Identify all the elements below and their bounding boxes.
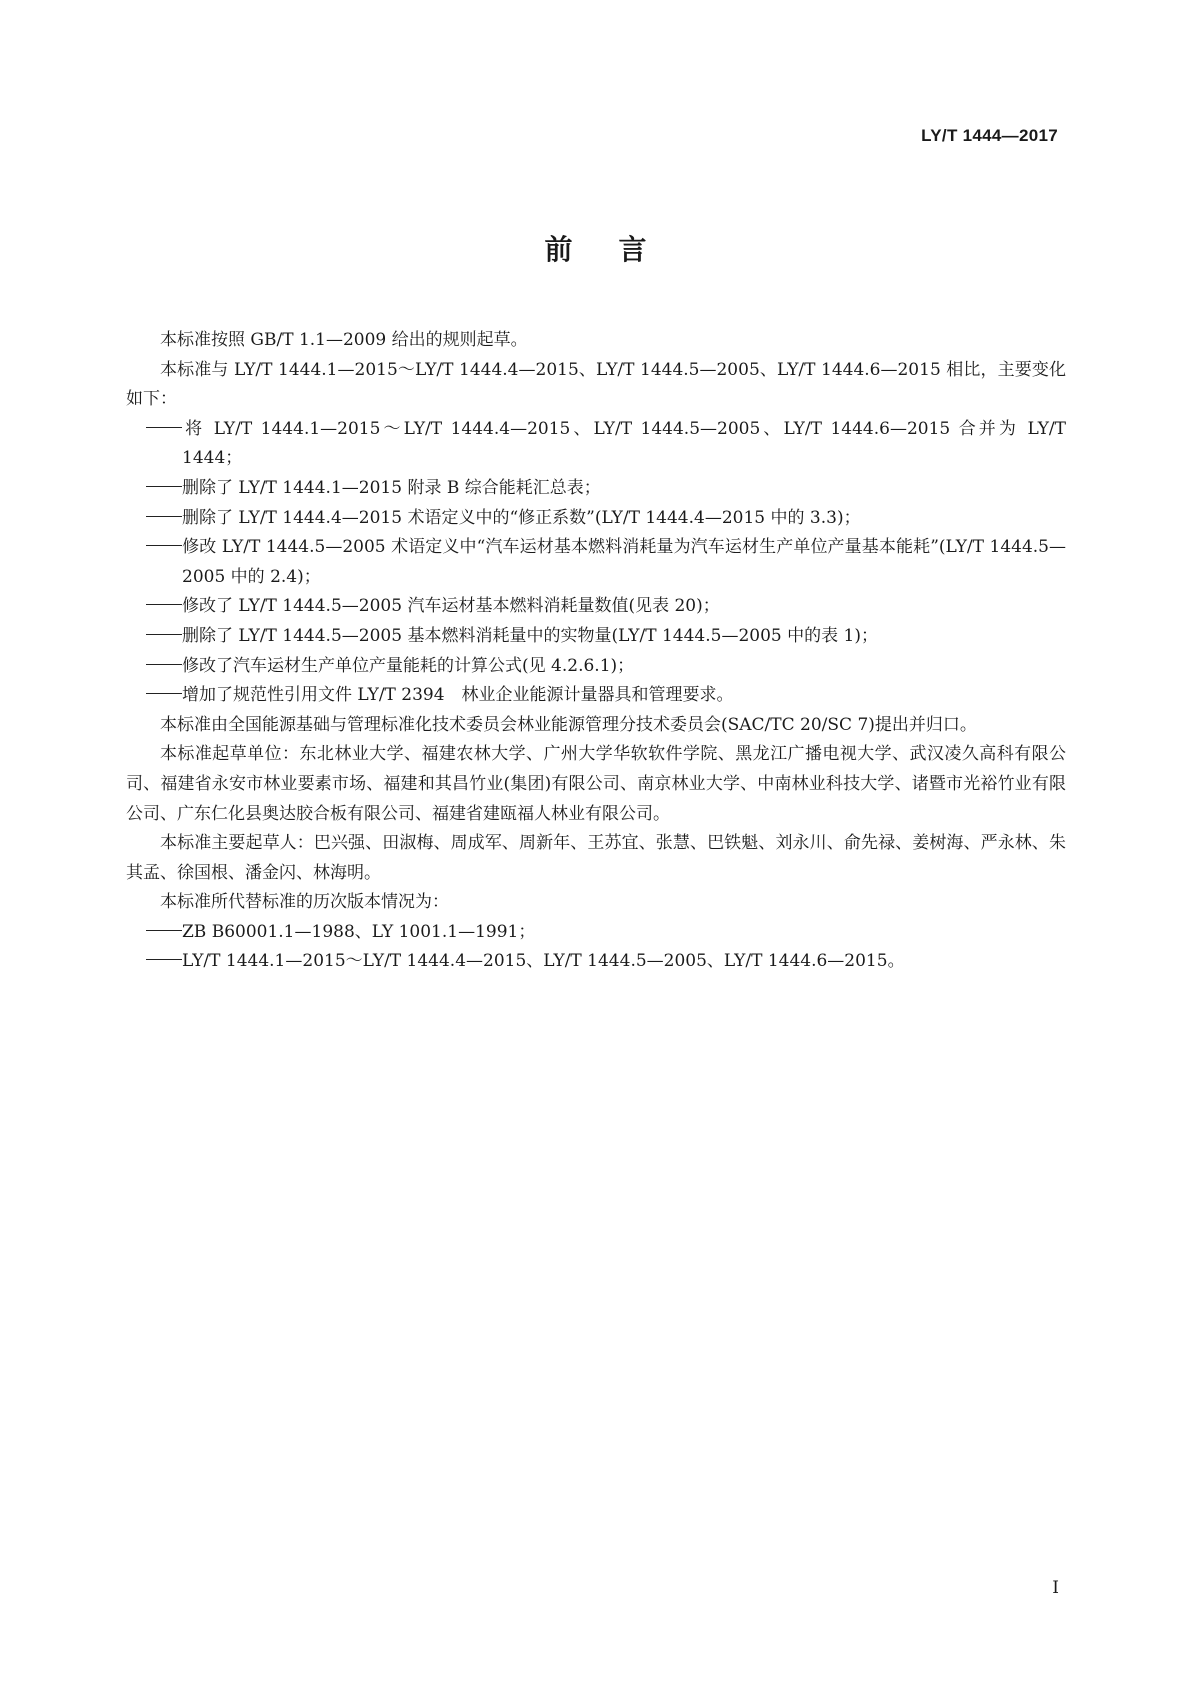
list-item — [182, 681, 1066, 711]
document-body — [126, 326, 1066, 977]
dash-bullet — [126, 504, 182, 534]
list-item-text: 删除了 LY/T 1444.4—2015 术语定义中的“修正系数”(LY/T 1444.4—2015 中的 3.3)； — [182, 507, 861, 528]
list-item — [182, 504, 1066, 534]
dash-bullet — [126, 622, 182, 652]
dash-bullet — [126, 918, 182, 948]
list-item — [182, 622, 1066, 652]
list-item — [182, 947, 1066, 977]
paragraph-drafting-units: 本标准起草单位：东北林业大学、福建农林大学、广州大学华软软件学院、黑龙江广播电视大学、武汉凌久高科有限公司、福建省永安市林业要素市场、福建和其昌竹业(集团)有限公司、南京林业大学、中南林业科技大学、诸暨市光裕竹业有限公司、广东仁化县奥达胶合板有限公司、福建省建瓯福人林业有限公司。 — [126, 744, 1066, 824]
dash-bullet — [126, 533, 182, 563]
list-item — [182, 474, 1066, 504]
changes-list — [126, 415, 1066, 711]
history-list — [126, 918, 1066, 977]
list-item-text: 删除了 LY/T 1444.5—2005 基本燃料消耗量中的实物量(LY/T 1444.5—2005 中的表 1)； — [182, 625, 878, 646]
list-item-text: 修改 LY/T 1444.5—2005 术语定义中“汽车运材基本燃料消耗量为汽车运材生产单位产量基本能耗”(LY/T 1444.5—2005 中的 2.4)； — [182, 537, 1066, 587]
dash-bullet — [126, 415, 182, 445]
page-number: I — [1052, 1578, 1059, 1598]
list-item-text: 修改了 LY/T 1444.5—2005 汽车运材基本燃料消耗量数值(见表 20)； — [182, 596, 720, 617]
paragraph-drafters: 本标准主要起草人：巴兴强、田淑梅、周成军、周新年、王苏宜、张慧、巴铁魁、刘永川、俞先禄、姜树海、严永林、朱其孟、徐国根、潘金闪、林海明。 — [126, 833, 1066, 883]
list-item-text: 增加了规范性引用文件 LY/T 2394 林业企业能源计量器具和管理要求。 — [182, 685, 734, 706]
list-item — [182, 415, 1066, 474]
list-item-text: LY/T 1444.1—2015～LY/T 1444.4—2015、LY/T 1444.5—2005、LY/T 1444.6—2015。 — [182, 951, 905, 972]
paragraph-history-intro: 本标准所代替标准的历次版本情况为： — [160, 892, 449, 913]
page-title: 前言 — [544, 233, 693, 266]
list-item-text: 删除了 LY/T 1444.1—2015 附录 B 综合能耗汇总表； — [182, 477, 601, 498]
list-item-text: ZB B60001.1—1988、LY 1001.1—1991； — [182, 921, 536, 942]
list-item — [182, 918, 1066, 948]
dash-bullet — [126, 681, 182, 711]
list-item-text: 修改了汽车运材生产单位产量能耗的计算公式(见 4.2.6.1)； — [182, 655, 635, 676]
standard-code-header: LY/T 1444—2017 — [921, 126, 1058, 145]
list-item — [182, 652, 1066, 682]
list-item — [182, 533, 1066, 592]
dash-bullet — [126, 947, 182, 977]
dash-bullet — [126, 592, 182, 622]
paragraph-proposer: 本标准由全国能源基础与管理标准化技术委员会林业能源管理分技术委员会(SAC/TC 20/SC 7)提出并归口。 — [160, 714, 977, 735]
dash-bullet — [126, 474, 182, 504]
dash-bullet — [126, 652, 182, 682]
list-item-text: 将 LY/T 1444.1—2015～LY/T 1444.4—2015、LY/T 1444.5—2005、LY/T 1444.6—2015 合并为 LY/T 1444； — [182, 418, 1066, 469]
paragraph-comparison: 本标准与 LY/T 1444.1—2015～LY/T 1444.4—2015、LY/T 1444.5—2005、LY/T 1444.6—2015 相比，主要变化如下： — [126, 359, 1066, 410]
paragraph-drafting-rules: 本标准按照 GB/T 1.1—2009 给出的规则起草。 — [160, 330, 528, 350]
list-item — [182, 592, 1066, 622]
